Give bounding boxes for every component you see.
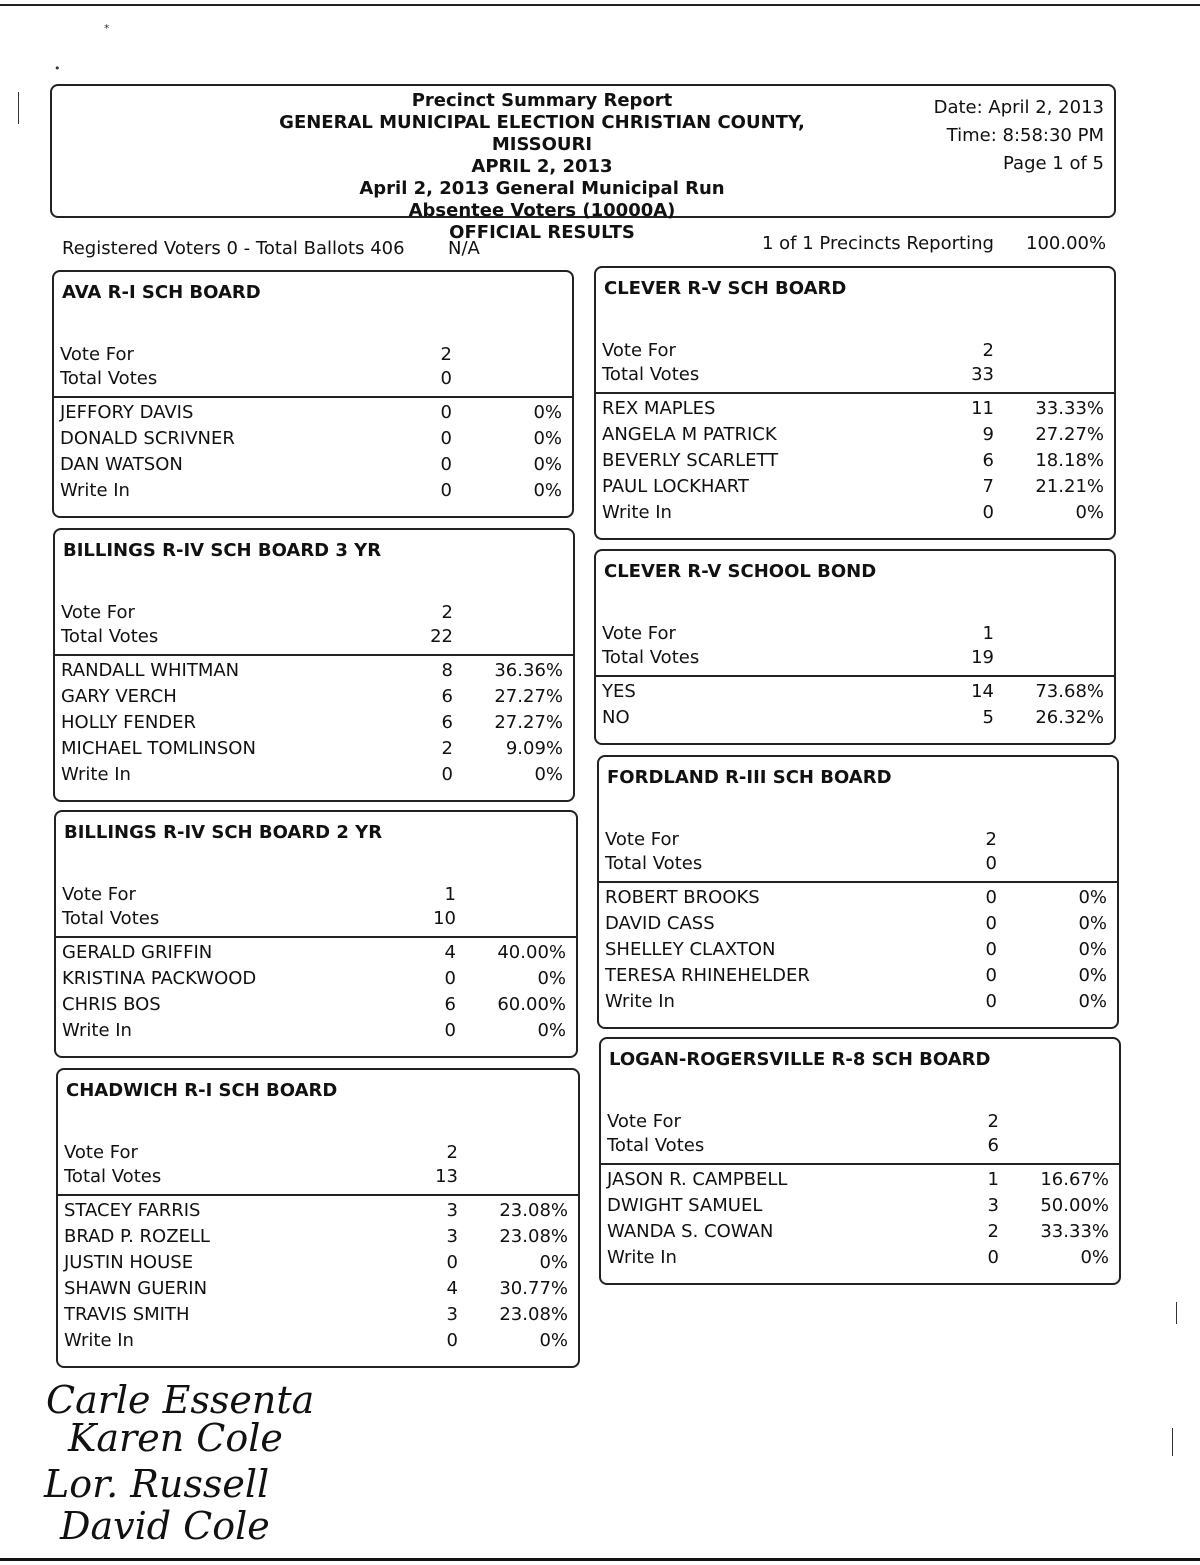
- candidate-row: [58, 1226, 578, 1252]
- candidate-row-value: 14: [971, 681, 994, 702]
- candidate-row: [58, 1252, 578, 1278]
- candidate-row-value: 0: [444, 1020, 456, 1041]
- candidate-row: [54, 428, 572, 454]
- candidate-row-label: DONALD SCRIVNER: [60, 428, 235, 449]
- candidate-row: [56, 1020, 576, 1046]
- race-divider: [54, 396, 572, 398]
- candidate-row-label: ROBERT BROOKS: [605, 887, 760, 908]
- race-box: [594, 266, 1116, 540]
- candidate-row-value: 0: [440, 428, 452, 449]
- vote-for-row-value: 1: [982, 623, 994, 644]
- candidate-row-value: 7: [982, 476, 994, 497]
- total-votes-row-label: Total Votes: [605, 853, 703, 874]
- race-title: CLEVER R-V SCH BOARD: [604, 278, 847, 299]
- race-divider: [55, 654, 573, 656]
- report-title: Precinct Summary Report: [411, 90, 673, 111]
- total-votes-row-value: 0: [440, 368, 452, 389]
- candidate-row-percent: 0%: [1078, 965, 1107, 986]
- candidate-row-percent: 36.36%: [494, 660, 563, 681]
- total-votes-row: [599, 853, 1117, 879]
- candidate-row-label: SHAWN GUERIN: [64, 1278, 208, 1299]
- race-divider: [58, 1194, 578, 1196]
- candidate-row-label: PAUL LOCKHART: [602, 476, 749, 497]
- total-votes-row-label: Total Votes: [607, 1135, 705, 1156]
- report-header: [50, 84, 1116, 243]
- scan-mark: [1172, 1428, 1173, 1456]
- race-title: CHADWICH R-I SCH BOARD: [66, 1080, 338, 1101]
- total-votes-row-label: Total Votes: [61, 626, 159, 647]
- candidate-row: [58, 1330, 578, 1356]
- candidate-row-label: RANDALL WHITMAN: [61, 660, 240, 681]
- total-votes-row-value: 6: [987, 1135, 999, 1156]
- candidate-row-value: 6: [444, 994, 456, 1015]
- candidate-row: [596, 681, 1114, 707]
- race-title: CLEVER R-V SCHOOL BOND: [604, 561, 877, 582]
- candidate-row-label: JUSTIN HOUSE: [64, 1252, 194, 1273]
- candidate-row: [601, 1247, 1119, 1273]
- total-votes-row-label: Total Votes: [60, 368, 158, 389]
- candidate-row: [55, 764, 573, 790]
- candidate-row-label: BRAD P. ROZELL: [64, 1226, 210, 1247]
- candidate-row-value: 0: [440, 402, 452, 423]
- vote-for-row: [54, 344, 572, 370]
- total-votes-row-label: Total Votes: [602, 647, 700, 668]
- precincts-reporting: 1 of 1 Precincts Reporting: [762, 233, 994, 254]
- candidate-row-percent: 0%: [1078, 939, 1107, 960]
- candidate-row-percent: 26.32%: [1035, 707, 1104, 728]
- candidate-row-percent: 0%: [537, 1020, 566, 1041]
- total-votes-row: [58, 1166, 578, 1192]
- candidate-row-value: 6: [441, 712, 453, 733]
- candidate-row-label: BEVERLY SCARLETT: [602, 450, 779, 471]
- candidate-row: [596, 707, 1114, 733]
- vote-for-row-value: 1: [444, 884, 456, 905]
- total-votes-row: [56, 908, 576, 934]
- candidate-row-label: DAVID CASS: [605, 913, 715, 934]
- report-time: Time: 8:58:30 PM: [946, 125, 1104, 146]
- scan-mark: [18, 92, 19, 124]
- total-votes-row: [596, 364, 1114, 390]
- candidate-row-percent: 30.77%: [499, 1278, 568, 1299]
- candidate-row-percent: 0%: [539, 1330, 568, 1351]
- candidate-row-value: 0: [985, 965, 997, 986]
- race-box: [597, 755, 1119, 1029]
- candidate-row-percent: 0%: [1078, 991, 1107, 1012]
- total-votes-row-value: 33: [971, 364, 994, 385]
- vote-for-row: [58, 1142, 578, 1168]
- race-box: [53, 528, 575, 802]
- candidate-row: [54, 480, 572, 506]
- candidate-row: [599, 939, 1117, 965]
- candidate-row-value: 6: [441, 686, 453, 707]
- top-border-line: [0, 4, 1200, 6]
- results-status: OFFICIAL RESULTS: [449, 222, 635, 243]
- signature: Lor. Russell: [44, 1462, 270, 1506]
- race-box: [54, 810, 578, 1058]
- candidate-row-value: 0: [985, 913, 997, 934]
- election-name: GENERAL MUNICIPAL ELECTION CHRISTIAN COUNTY, MISSOURI: [279, 112, 805, 155]
- candidate-row-percent: 21.21%: [1035, 476, 1104, 497]
- candidate-row-percent: 9.09%: [505, 738, 563, 759]
- election-date: APRIL 2, 2013: [471, 156, 613, 177]
- candidate-row: [599, 913, 1117, 939]
- candidate-row: [55, 738, 573, 764]
- candidate-row-value: 0: [987, 1247, 999, 1268]
- candidate-row: [596, 424, 1114, 450]
- total-votes-row-value: 22: [430, 626, 453, 647]
- candidate-row-percent: 23.08%: [499, 1226, 568, 1247]
- candidate-row: [58, 1304, 578, 1330]
- candidate-row-value: 0: [440, 480, 452, 501]
- candidate-row: [601, 1169, 1119, 1195]
- vote-for-row-value: 2: [982, 340, 994, 361]
- candidate-row-percent: 23.08%: [499, 1304, 568, 1325]
- candidate-row-value: 0: [982, 502, 994, 523]
- candidate-row: [596, 398, 1114, 424]
- signature: David Cole: [60, 1504, 270, 1548]
- race-title: LOGAN-ROGERSVILLE R-8 SCH BOARD: [609, 1049, 991, 1070]
- vote-for-row-label: Vote For: [605, 829, 679, 850]
- candidate-row-value: 8: [441, 660, 453, 681]
- signature-block: [40, 1378, 340, 1558]
- candidate-row-value: 0: [440, 454, 452, 475]
- scan-speck: *: [104, 22, 110, 35]
- turnout-na: N/A: [448, 238, 480, 259]
- candidate-row-percent: 18.18%: [1035, 450, 1104, 471]
- candidate-row-percent: 73.68%: [1035, 681, 1104, 702]
- candidate-row: [596, 502, 1114, 528]
- candidate-row-percent: 0%: [1075, 502, 1104, 523]
- scan-speck: •: [54, 62, 61, 75]
- vote-for-row: [56, 884, 576, 910]
- candidate-row-percent: 50.00%: [1040, 1195, 1109, 1216]
- candidate-row-label: WANDA S. COWAN: [607, 1221, 774, 1242]
- race-title: AVA R-I SCH BOARD: [62, 282, 261, 303]
- candidate-row-percent: 0%: [533, 480, 562, 501]
- candidate-row-percent: 16.67%: [1040, 1169, 1109, 1190]
- vote-for-row-label: Vote For: [60, 344, 134, 365]
- vote-for-row: [596, 623, 1114, 649]
- race-title: FORDLAND R-III SCH BOARD: [607, 767, 892, 788]
- race-box: [52, 270, 574, 518]
- candidate-row: [596, 476, 1114, 502]
- candidate-row-value: 3: [446, 1304, 458, 1325]
- report-meta: [934, 94, 1106, 178]
- candidate-row-label: HOLLY FENDER: [61, 712, 197, 733]
- signature: Karen Cole: [68, 1416, 283, 1460]
- scan-mark: [1176, 1302, 1177, 1324]
- candidate-row-label: GERALD GRIFFIN: [62, 942, 213, 963]
- race-divider: [56, 936, 576, 938]
- candidate-row-percent: 27.27%: [1035, 424, 1104, 445]
- candidate-row-percent: 0%: [534, 764, 563, 785]
- vote-for-row-value: 2: [987, 1111, 999, 1132]
- candidate-row-value: 6: [982, 450, 994, 471]
- candidate-row-label: CHRIS BOS: [62, 994, 161, 1015]
- candidate-row-value: 1: [987, 1169, 999, 1190]
- candidate-row-percent: 0%: [1078, 887, 1107, 908]
- race-box: [56, 1068, 580, 1368]
- total-votes-row-label: Total Votes: [62, 908, 160, 929]
- candidate-row-value: 0: [446, 1330, 458, 1351]
- candidate-row: [601, 1221, 1119, 1247]
- race-box: [594, 549, 1116, 745]
- vote-for-row-value: 2: [440, 344, 452, 365]
- candidate-row-value: 3: [987, 1195, 999, 1216]
- candidate-row: [56, 994, 576, 1020]
- registered-voters: Registered Voters 0 - Total Ballots 406: [62, 238, 405, 259]
- candidate-row-percent: 0%: [1078, 913, 1107, 934]
- candidate-row-label: Write In: [61, 764, 131, 785]
- page-number: Page 1 of 5: [1003, 153, 1104, 174]
- candidate-row-value: 11: [971, 398, 994, 419]
- race-box: [599, 1037, 1121, 1285]
- candidate-row-label: TRAVIS SMITH: [64, 1304, 190, 1325]
- candidate-row-value: 0: [441, 764, 453, 785]
- candidate-row-value: 0: [446, 1252, 458, 1273]
- vote-for-row-value: 2: [446, 1142, 458, 1163]
- report-date: Date: April 2, 2013: [933, 97, 1104, 118]
- vote-for-row: [599, 829, 1117, 855]
- candidate-row-label: Write In: [64, 1330, 134, 1351]
- candidate-row-label: JASON R. CAMPBELL: [607, 1169, 788, 1190]
- candidate-row: [599, 965, 1117, 991]
- candidate-row-value: 2: [987, 1221, 999, 1242]
- candidate-row-label: GARY VERCH: [61, 686, 177, 707]
- candidate-row-label: Write In: [607, 1247, 677, 1268]
- vote-for-row: [601, 1111, 1119, 1137]
- voter-group: Absentee Voters (10000A): [408, 200, 676, 221]
- candidate-row-value: 0: [444, 968, 456, 989]
- candidate-row-label: Write In: [605, 991, 675, 1012]
- candidate-row-value: 9: [982, 424, 994, 445]
- candidate-row-label: NO: [602, 707, 630, 728]
- total-votes-row-value: 19: [971, 647, 994, 668]
- candidate-row-label: YES: [602, 681, 636, 702]
- candidate-row-percent: 40.00%: [497, 942, 566, 963]
- candidate-row: [56, 968, 576, 994]
- vote-for-row-label: Vote For: [61, 602, 135, 623]
- race-divider: [596, 392, 1114, 394]
- race-title: BILLINGS R-IV SCH BOARD 2 YR: [64, 822, 383, 843]
- candidate-row-value: 5: [982, 707, 994, 728]
- total-votes-row: [601, 1135, 1119, 1161]
- candidate-row-label: STACEY FARRIS: [64, 1200, 201, 1221]
- candidate-row-percent: 0%: [539, 1252, 568, 1273]
- candidate-row-percent: 60.00%: [497, 994, 566, 1015]
- candidate-row-label: REX MAPLES: [602, 398, 716, 419]
- signature: Carle Essenta: [46, 1378, 315, 1422]
- bottom-border-line: [0, 1558, 1200, 1561]
- vote-for-row: [55, 602, 573, 628]
- candidate-row-label: Write In: [60, 480, 130, 501]
- candidate-row: [58, 1200, 578, 1226]
- candidate-row: [54, 454, 572, 480]
- candidate-row-value: 0: [985, 991, 997, 1012]
- candidate-row: [596, 450, 1114, 476]
- candidate-row-percent: 27.27%: [494, 712, 563, 733]
- candidate-row-label: ANGELA M PATRICK: [602, 424, 777, 445]
- vote-for-row-label: Vote For: [62, 884, 136, 905]
- candidate-row-percent: 33.33%: [1035, 398, 1104, 419]
- vote-for-row-label: Vote For: [602, 623, 676, 644]
- candidate-row-label: KRISTINA PACKWOOD: [62, 968, 257, 989]
- candidate-row: [599, 887, 1117, 913]
- candidate-row-label: SHELLEY CLAXTON: [605, 939, 776, 960]
- candidate-row-value: 3: [446, 1200, 458, 1221]
- total-votes-row: [596, 647, 1114, 673]
- candidate-row-value: 4: [446, 1278, 458, 1299]
- candidate-row-label: JEFFORY DAVIS: [60, 402, 194, 423]
- candidate-row-percent: 0%: [533, 402, 562, 423]
- candidate-row-label: MICHAEL TOMLINSON: [61, 738, 256, 759]
- candidate-row-percent: 23.08%: [499, 1200, 568, 1221]
- race-divider: [601, 1163, 1119, 1165]
- vote-for-row: [596, 340, 1114, 366]
- candidate-row-value: 2: [441, 738, 453, 759]
- vote-for-row-label: Vote For: [602, 340, 676, 361]
- candidate-row-label: TERESA RHINEHELDER: [605, 965, 810, 986]
- race-divider: [599, 881, 1117, 883]
- vote-for-row-value: 2: [441, 602, 453, 623]
- candidate-row: [599, 991, 1117, 1017]
- candidate-row-value: 0: [985, 887, 997, 908]
- vote-for-row-label: Vote For: [607, 1111, 681, 1132]
- candidate-row: [55, 660, 573, 686]
- candidate-row-percent: 33.33%: [1040, 1221, 1109, 1242]
- candidate-row-value: 3: [446, 1226, 458, 1247]
- candidate-row: [601, 1195, 1119, 1221]
- candidate-row: [58, 1278, 578, 1304]
- candidate-row-percent: 27.27%: [494, 686, 563, 707]
- vote-for-row-label: Vote For: [64, 1142, 138, 1163]
- total-votes-row-value: 13: [435, 1166, 458, 1187]
- candidate-row-value: 4: [444, 942, 456, 963]
- total-votes-row: [54, 368, 572, 394]
- total-votes-row-value: 0: [985, 853, 997, 874]
- candidate-row-label: DWIGHT SAMUEL: [607, 1195, 763, 1216]
- candidate-row-label: Write In: [602, 502, 672, 523]
- run-name: April 2, 2013 General Municipal Run: [359, 178, 725, 199]
- candidate-row-value: 0: [985, 939, 997, 960]
- candidate-row: [55, 712, 573, 738]
- candidate-row-percent: 0%: [537, 968, 566, 989]
- total-votes-row-value: 10: [433, 908, 456, 929]
- candidate-row: [56, 942, 576, 968]
- total-votes-row-label: Total Votes: [602, 364, 700, 385]
- reporting-percent: 100.00%: [1026, 233, 1107, 254]
- report-title-block: [232, 90, 852, 244]
- race-title: BILLINGS R-IV SCH BOARD 3 YR: [63, 540, 382, 561]
- candidate-row-percent: 0%: [533, 428, 562, 449]
- total-votes-row: [55, 626, 573, 652]
- candidate-row: [55, 686, 573, 712]
- candidate-row-label: DAN WATSON: [60, 454, 183, 475]
- race-divider: [596, 675, 1114, 677]
- candidate-row-percent: 0%: [533, 454, 562, 475]
- candidate-row: [54, 402, 572, 428]
- candidate-row-percent: 0%: [1080, 1247, 1109, 1268]
- total-votes-row-label: Total Votes: [64, 1166, 162, 1187]
- candidate-row-label: Write In: [62, 1020, 132, 1041]
- vote-for-row-value: 2: [985, 829, 997, 850]
